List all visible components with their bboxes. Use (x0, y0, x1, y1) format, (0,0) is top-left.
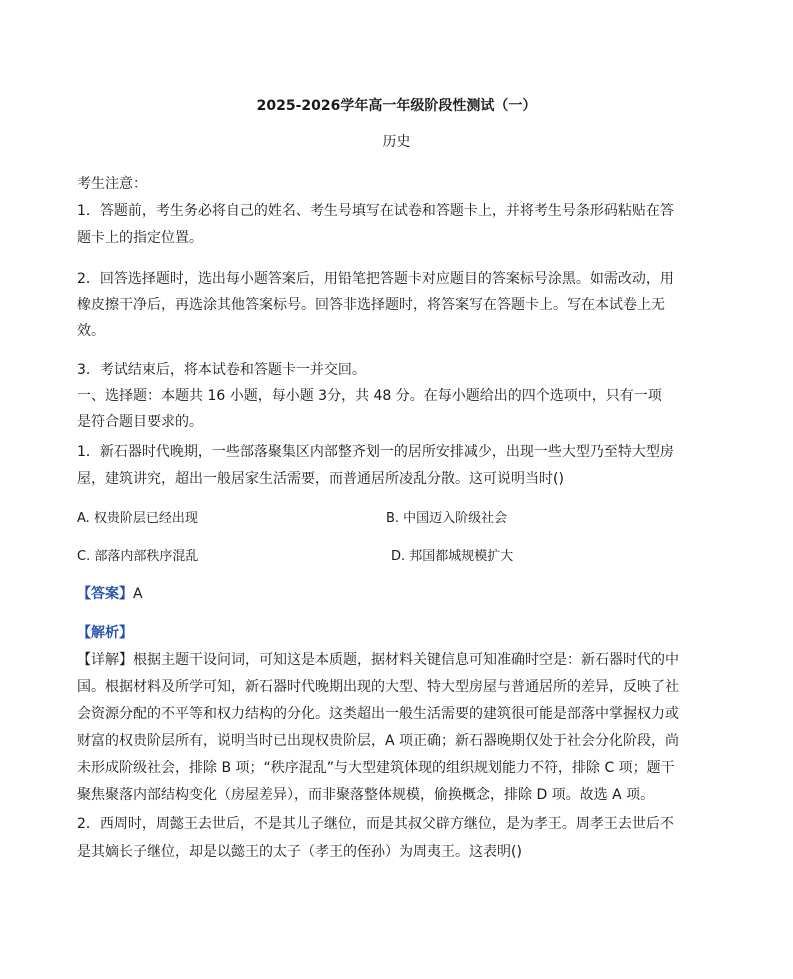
exam-title: 2025-2026学年高一年级阶段性测试（一） (256, 98, 537, 114)
q1-option-a: A. 权贵阶层已经出现 (77, 511, 198, 526)
q1-detail-line-4: 财富的权贵阶层所有，说明当时已出现权贵阶层，A 项正确；新石器晚期仅处于社会分化阶段，尚 (77, 733, 680, 749)
q1-stem-line-1: 1．新石器时代晚期，一些部落聚集区内部整齐划一的居所安排减少，出现一些大型乃至特大型房 (77, 444, 674, 460)
notice-heading: 考生注意： (77, 176, 147, 192)
q2-stem-line-2: 是其嫡长子继位，却是以懿王的太子（孝王的侄孙）为周夷王。这表明() (77, 844, 522, 860)
notice-item-2-line-2: 橡皮擦干净后，再选涂其他答案标号。回答非选择题时，将答案写在答题卡上。写在本试卷上无 (77, 297, 665, 313)
q1-option-c: C. 部落内部秩序混乱 (77, 549, 199, 564)
q1-detail-line-5: 未形成阶级社会，排除 B 项；“秩序混乱”与大型建筑体现的组织规划能力不符，排除 C 项；题干 (77, 760, 675, 776)
answer-value: A (133, 586, 143, 602)
q2-stem-line-1: 2．西周时，周懿王去世后，不是其儿子继位，而是其叔父辟方继位，是为孝王。周孝王去世后不 (77, 816, 674, 832)
exam-subject: 历史 (382, 134, 411, 150)
notice-item-1-line-2: 题卡上的指定位置。 (77, 230, 203, 246)
notice-item-1-line-1: 1．答题前，考生务必将自己的姓名、考生号填写在试卷和答题卡上，并将考生号条形码粘贴在答 (77, 203, 674, 219)
q1-detail-line-3: 会资源分配的不平等和权力结构的分化。这类超出一般生活需要的建筑很可能是部落中掌握权力或 (77, 706, 679, 722)
notice-item-2-line-1: 2．回答选择题时，选出每小题答案后，用铅笔把答题卡对应题目的答案标号涂黑。如需改动，用 (77, 271, 674, 287)
q1-detail-line-1: 【详解】根据主题干设问词，可知这是本质题，据材料关键信息可知准确时空是：新石器时代的中 (77, 652, 679, 668)
q1-detail-line-2: 国。根据材料及所学可知，新石器时代晚期出现的大型、特大型房屋与普通居所的差异，反映了社 (77, 679, 679, 695)
q1-stem-line-2: 屋，建筑讲究，超出一般居家生活需要，而普通居所凌乱分散。这可说明当时() (77, 471, 564, 487)
q1-option-b: B. 中国迈入阶级社会 (386, 511, 508, 526)
q1-detail-line-6: 聚焦聚落内部结构变化（房屋差异），而非聚落整体规模，偷换概念，排除 D 项。故选 A 项。 (77, 787, 655, 803)
notice-item-2-line-3: 效。 (77, 323, 105, 339)
q1-answer (77, 584, 143, 604)
q1-analysis-label: 【解析】 (77, 625, 133, 641)
section-heading-line-2: 是符合题目要求的。 (77, 414, 203, 430)
answer-label: 【答案】 (77, 586, 133, 602)
notice-item-3: 3．考试结束后，将本试卷和答题卡一并交回。 (77, 362, 366, 378)
section-heading-line-1: 一、选择题：本题共 16 小题，每小题 3分，共 48 分。在每小题给出的四个选项中，只有一项 (77, 388, 662, 404)
q1-option-d: D. 邦国都城规模扩大 (391, 549, 514, 564)
